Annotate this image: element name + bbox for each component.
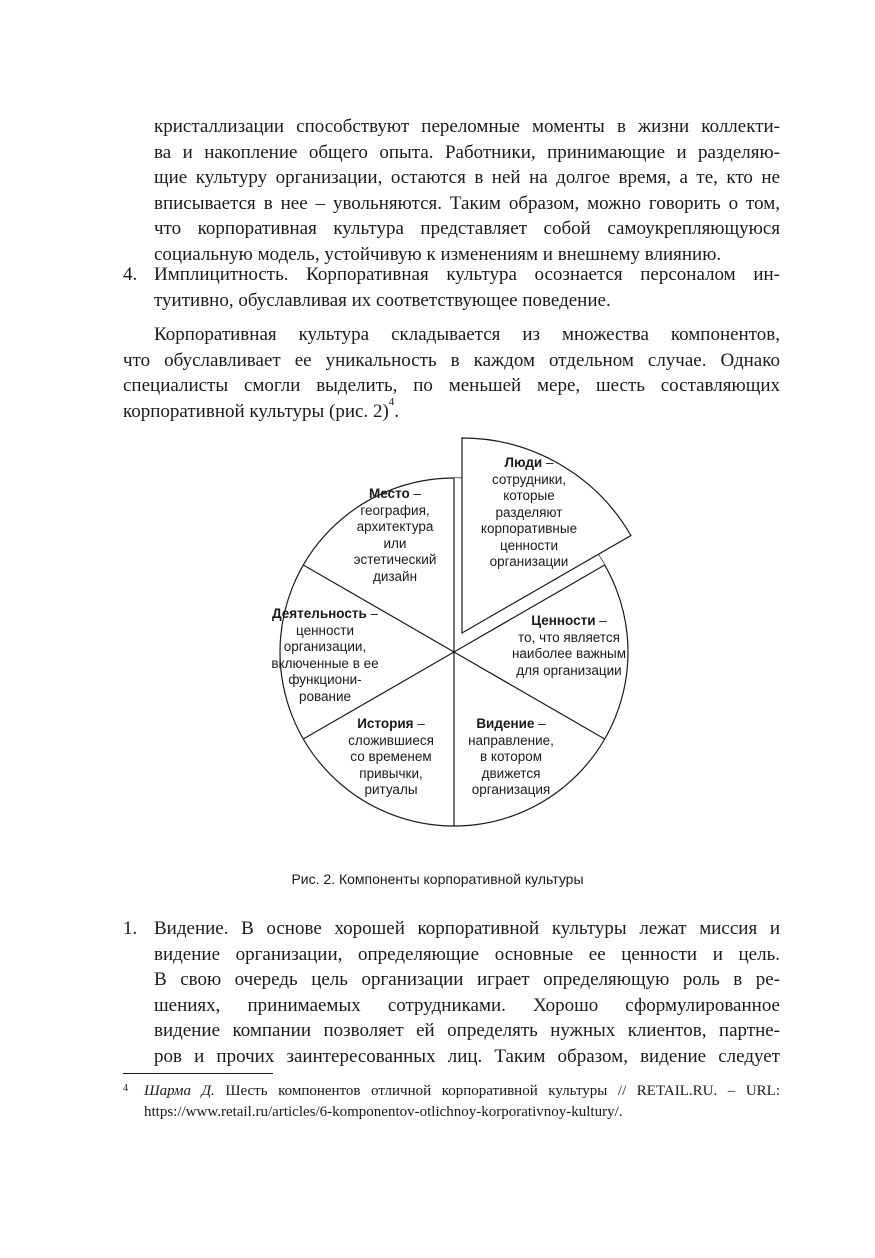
footnote-text: Шесть компонентов отличной корпоративной культуры // RETAIL.RU. – URL:	[214, 1083, 780, 1099]
segment-line: которые	[503, 488, 555, 503]
segment-label-vision	[455, 716, 567, 799]
text-line: вписывается в нее – увольняются. Таким образом, можно говорить о том,	[154, 192, 780, 214]
text-line: специалисты смогли выделить, по меньшей мере, шесть составляющих	[123, 375, 780, 396]
segment-line: наиболее важным	[511, 646, 627, 661]
text-line: видение компании позволяет ей определять нужных клиентов, партне-	[154, 1020, 780, 1041]
text-line: социальную модель, устойчивую к изменениям и внешнему влиянию.	[154, 243, 722, 265]
segment-line: ценности	[500, 537, 558, 553]
segment-label-values	[491, 613, 647, 679]
footnote-author: Шарма Д.	[144, 1083, 215, 1099]
text-line-content: корпоративной культуры (рис. 2)	[123, 400, 389, 422]
figure-caption: Рис. 2. Компоненты корпоративной культуры	[291, 871, 584, 887]
segment-dash: –	[595, 613, 607, 628]
sentence-end: .	[394, 400, 400, 422]
segment-title: Ценности	[531, 613, 596, 628]
footnote	[123, 1081, 780, 1123]
segment-line: привычки,	[359, 765, 423, 781]
text-line: кристаллизации способствуют переломные моменты в жизни коллекти-	[154, 116, 780, 137]
segment-line: рование	[298, 688, 352, 704]
list-item-4	[123, 262, 780, 313]
segment-label-place	[335, 486, 455, 585]
text-line: щие культуру организации, остаются в ней на долгое время, а те, кто не	[154, 167, 780, 188]
segment-label-people	[455, 455, 603, 571]
footnote-separator	[123, 1073, 273, 1074]
components-pie-diagram	[255, 436, 647, 850]
segment-line: в котором	[479, 749, 543, 764]
footnote-url[interactable]: https://www.retail.ru/articles/6-komponentov-otlichnoy-korporativnoy-kultury/.	[144, 1104, 623, 1120]
text-line	[123, 395, 780, 425]
text-line: туитивно, обуславливая их соответствующее поведение.	[154, 289, 611, 311]
segment-line: эстетический	[353, 552, 437, 567]
list-number: 4.	[123, 264, 138, 285]
continued-paragraph	[123, 114, 780, 267]
segment-line: организации	[489, 554, 569, 569]
text-line: В свою очередь цель организации играет определяющую роль в ре-	[154, 969, 780, 990]
segment-line: сложившиеся	[348, 732, 434, 748]
segment-title: Видение	[476, 716, 535, 731]
segment-dash: –	[542, 455, 554, 470]
segment-line: включенные в ее	[271, 655, 379, 671]
text-line: шениях, принимаемых сотрудниками. Хорошо сформулированное	[154, 994, 780, 1016]
text-line: Имплицитность. Корпоративная культура осознается персоналом ин-	[154, 264, 780, 285]
segment-line: направление,	[468, 732, 554, 748]
segment-dash: –	[534, 716, 546, 731]
text-line: ров и прочих заинтересованных лиц. Таким образом, видение следует	[154, 1045, 780, 1067]
segment-line: или	[383, 535, 407, 551]
segment-line: для организации	[516, 662, 622, 678]
segment-dash: –	[409, 486, 422, 501]
text-line: ва и накопление общего опыта. Работники, принимающие и разделяю-	[154, 141, 780, 163]
segment-line: ритуалы	[364, 782, 418, 797]
segment-line: архитектура	[356, 519, 434, 534]
segment-title: Деятельность	[271, 606, 367, 621]
list-item-1	[123, 916, 780, 1069]
segment-line: организация	[471, 782, 551, 797]
segment-line: география,	[360, 502, 430, 518]
segment-line: функциони-	[288, 672, 362, 687]
segment-line: то, что является	[518, 629, 620, 645]
intro-paragraph	[123, 322, 780, 424]
footnote-mark: 4	[123, 1083, 128, 1094]
segment-dash: –	[366, 606, 379, 621]
segment-line: со временем	[350, 749, 432, 764]
footnote-reference[interactable]: 4	[388, 395, 395, 408]
segment-line: движется	[481, 765, 541, 781]
segment-label-activity	[260, 606, 390, 705]
segment-title: История	[357, 716, 414, 731]
segment-line: сотрудники,	[491, 471, 567, 487]
segment-title: Люди	[504, 455, 543, 470]
segment-line: организации,	[283, 639, 367, 654]
segment-dash: –	[413, 716, 425, 731]
text-line: что корпоративная культура представляет собой самоукрепляющуюся	[154, 218, 780, 239]
segment-title: Место	[368, 486, 410, 501]
text-line: что обуславливает ее уникальность в каждом отдельном случае. Однако	[123, 349, 780, 371]
segment-label-history	[335, 716, 447, 799]
segment-line: корпоративные	[480, 521, 578, 536]
text-line: Видение. В основе хорошей корпоративной культуры лежат миссия и	[154, 918, 780, 939]
segment-line: разделяют	[495, 504, 563, 520]
list-number: 1.	[123, 918, 138, 939]
text-line: Корпоративная культура складывается из множества компонентов,	[154, 324, 780, 345]
segment-line: дизайн	[372, 568, 418, 584]
footnote-line	[123, 1081, 780, 1102]
text-line: видение организации, определяющие основные ее ценности и цель.	[154, 943, 780, 965]
segment-line: ценности	[296, 622, 354, 638]
